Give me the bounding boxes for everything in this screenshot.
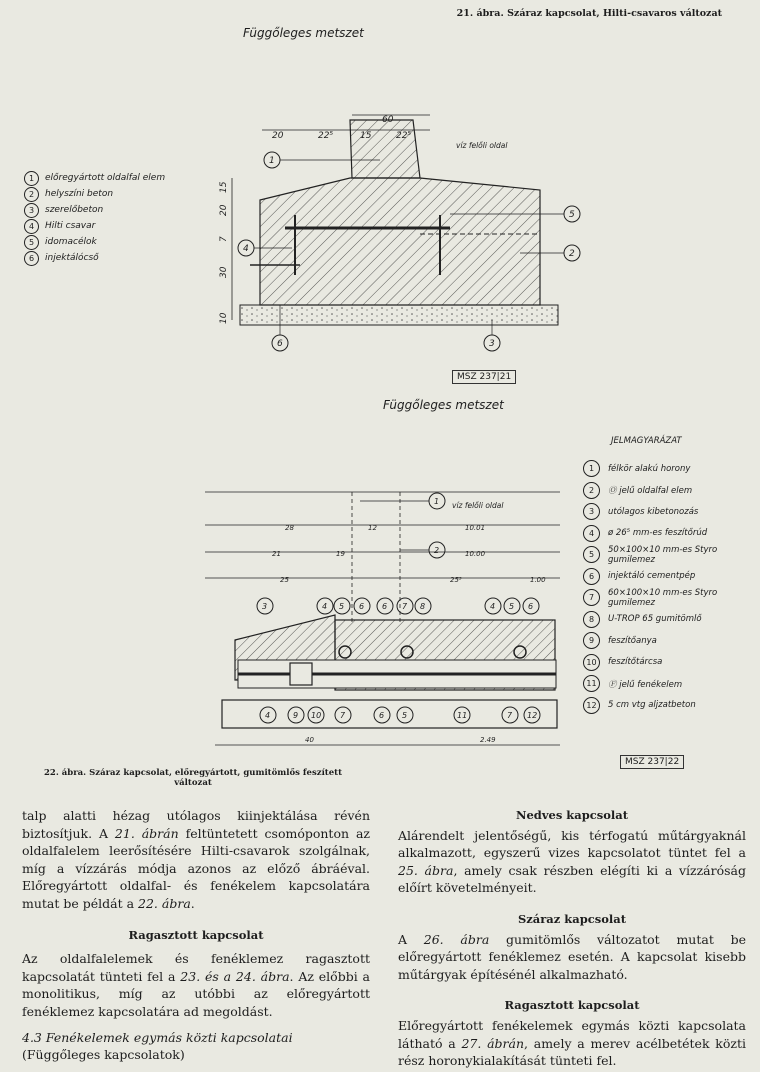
legend-number: 3 (24, 203, 39, 218)
right-column (398, 807, 746, 1070)
fig22-legend (583, 436, 760, 716)
fig22-dim: 10.00 (465, 550, 486, 558)
svg-text:12: 12 (527, 711, 538, 720)
svg-text:3: 3 (489, 339, 495, 349)
fig21-drawing (0, 0, 760, 400)
paragraph: Előregyártott fenékelemek egymás közti kapcsolata látható a 27. ábrán, amely a merev acélbetétek közti rész horonykialakítását tünteti fel. (398, 1017, 746, 1069)
fig22-drawing (0, 480, 580, 770)
fig22-legend-title: JELMAGYARÁZAT (611, 436, 682, 446)
fig22-legend-item (583, 458, 760, 480)
fig22-dim: 19 (336, 550, 345, 558)
legend-text: ø 26⁵ mm-es feszítőrúd (608, 528, 708, 539)
paragraph: Alárendelt jelentőségű, kis térfogatú műtárgyaknál alkalmazott, egyszerű vizes kapcsolatot tüntet fel a 25. ábra, amely csak részben elégíti ki a vízzáróság előírt követelményeit. (398, 827, 746, 896)
fig22-legend-item (583, 587, 760, 609)
svg-text:8: 8 (420, 602, 426, 611)
legend-number: 1 (24, 171, 39, 186)
svg-text:1: 1 (434, 497, 440, 506)
legend-text: félkör alakú horony (608, 463, 691, 474)
legend-number: 4 (583, 525, 600, 542)
svg-text:7: 7 (507, 711, 513, 720)
fig22-dim: 10.01 (465, 524, 486, 532)
legend-number: 8 (583, 611, 600, 628)
fig22-title: Függőleges metszet (383, 398, 504, 412)
fig22-side-note: víz felőli oldal (452, 501, 504, 510)
legend-text: szerelőbeton (45, 205, 104, 215)
svg-text:5: 5 (339, 602, 345, 611)
legend-text: 5 cm vtg aljzatbeton (608, 700, 696, 711)
svg-text:4: 4 (490, 602, 496, 611)
legend-text: 60×100×10 mm-es Styro gumilemez (608, 587, 718, 608)
legend-text: 50×100×10 mm-es Styro gumilemez (608, 544, 718, 565)
svg-text:7: 7 (402, 602, 408, 611)
legend-text: injektáló cementpép (608, 571, 696, 582)
svg-text:6: 6 (359, 602, 365, 611)
section-heading: Ragasztott kapcsolat (504, 998, 640, 1013)
fig22-legend-item (583, 480, 760, 502)
fig22-legend-item (583, 630, 760, 652)
fig22-legend-item (583, 523, 760, 545)
paragraph: A 26. ábra gumitömlős változatot mutat be előregyártott fenéklemez esetén. A kapcsolat kisebb műtárgyak építésénél alkalmazható. (398, 931, 746, 982)
svg-text:1: 1 (269, 156, 275, 166)
fig22-legend-item (583, 566, 760, 588)
legend-text: U-TROP 65 gumitömlő (608, 614, 702, 625)
legend-text: helyszíni beton (45, 189, 114, 199)
fig21-dim: 60 (382, 115, 394, 125)
legend-number: 10 (583, 654, 600, 671)
svg-text:5: 5 (569, 210, 575, 220)
fig21-dim: 15 (360, 131, 372, 141)
fig22-legend-item (583, 695, 760, 717)
legend-text: utólagos kibetonozás (608, 506, 699, 517)
svg-text:6: 6 (382, 602, 388, 611)
legend-number: 5 (583, 546, 600, 563)
fig21-dim: 22⁵ (396, 131, 412, 141)
svg-text:6: 6 (277, 339, 283, 349)
svg-text:9: 9 (293, 711, 299, 720)
legend-text: injektálócső (45, 253, 99, 263)
fig22-legend-item (583, 544, 760, 566)
legend-number: 6 (583, 568, 600, 585)
svg-text:2: 2 (434, 546, 440, 555)
left-column (22, 807, 370, 1064)
svg-text:2: 2 (569, 249, 575, 259)
legend-number: 12 (583, 697, 600, 714)
fig22-legend-item (583, 652, 760, 674)
legend-number: 11 (583, 675, 600, 692)
legend-text: Ⓕ jelű fenékelem (608, 679, 683, 690)
section-heading: 4.3 Fenékelemek egymás közti kapcsolatai (22, 1029, 293, 1045)
legend-text: Hilti csavar (45, 221, 96, 231)
svg-text:3: 3 (262, 602, 268, 611)
fig21-dim: 10 (219, 312, 229, 324)
fig22-dim: 28 (285, 524, 294, 532)
svg-text:6: 6 (528, 602, 534, 611)
fig21-dim: 20 (219, 204, 229, 216)
legend-number: 1 (583, 460, 600, 477)
fig22-legend-item (583, 609, 760, 631)
fig21-title: Függőleges metszet (243, 26, 364, 40)
section-heading: Nedves kapcsolat (515, 808, 629, 822)
fig22-dim: 2.49 (480, 736, 496, 744)
svg-text:6: 6 (379, 711, 385, 720)
fig21-stamp: MSZ 237|21 (452, 370, 516, 384)
legend-number: 7 (583, 589, 600, 606)
svg-text:5: 5 (509, 602, 515, 611)
svg-text:5: 5 (402, 711, 408, 720)
fig22-dim: 25⁵ (450, 576, 462, 584)
legend-number: 6 (24, 251, 39, 266)
fig21-side-note: víz felőli oldal (456, 141, 508, 150)
svg-text:10: 10 (311, 711, 322, 720)
fig22-dim: 25 (280, 576, 289, 584)
fig22-legend-item (583, 501, 760, 523)
fig22-legend-item (583, 673, 760, 695)
svg-text:4: 4 (243, 244, 249, 254)
fig22-dim: 12 (368, 524, 377, 532)
fig22-dim: 1.00 (530, 576, 546, 584)
fig21-dim: 30 (219, 266, 229, 278)
legend-text: feszítőanya (608, 635, 657, 646)
legend-number: 4 (24, 219, 39, 234)
fig21-dim: 7 (219, 236, 229, 242)
figure-22-caption: 22. ábra. Száraz kapcsolat, előregyártott, gumitömlős feszített változat (44, 768, 342, 788)
legend-number: 9 (583, 632, 600, 649)
legend-text: Ⓞ jelű oldalfal elem (608, 486, 693, 497)
svg-text:7: 7 (340, 711, 346, 720)
legend-number: 2 (24, 187, 39, 202)
fig21-dim: 15 (219, 181, 229, 193)
fig22-dim: 21 (272, 550, 281, 558)
section-heading: Száraz kapcsolat (517, 911, 627, 926)
fig21-dim: 22⁵ (318, 131, 334, 141)
legend-number: 2 (583, 482, 600, 499)
paragraph: Az oldalfalelemek és fenéklemez ragasztott kapcsolatát tünteti fel a 23. és a 24. ábra. Az előbbi a monolitikus, míg az utóbbi az előregyártott fenéklemez kapcsolatára ad megoldást. (22, 951, 370, 1019)
svg-text:4: 4 (265, 711, 271, 720)
svg-text:11: 11 (457, 711, 468, 720)
legend-text: idomacélok (45, 237, 97, 247)
figure-21-caption: 21. ábra. Száraz kapcsolat, Hilti-csavaros változat (456, 8, 722, 19)
legend-text: feszítőtárcsa (608, 657, 663, 668)
legend-number: 5 (24, 235, 39, 250)
fig21-dim: 20 (272, 131, 284, 141)
fig22-dim: 40 (305, 736, 314, 744)
fig22-stamp: MSZ 237|22 (620, 755, 684, 769)
section-subheading: (Függőleges kapcsolatok) (22, 1047, 185, 1063)
svg-text:4: 4 (322, 602, 328, 611)
paragraph: talp alatti hézag utólagos kiinjektálása révén biztosítjuk. A 21. ábrán feltüntetett csomóponton az oldalfalelem leerősítésére Hilti-csavarok szolgálnak, míg a vízzárás módja azonos az előző ábráéval. Előregyártott oldalfal- és fenékelem kapcsolatára mutat be példát a 22. ábra. (22, 808, 370, 911)
legend-text: előregyártott oldalfal elem (45, 173, 166, 183)
legend-number: 3 (583, 503, 600, 520)
section-heading: Ragasztott kapcsolat (128, 927, 264, 942)
